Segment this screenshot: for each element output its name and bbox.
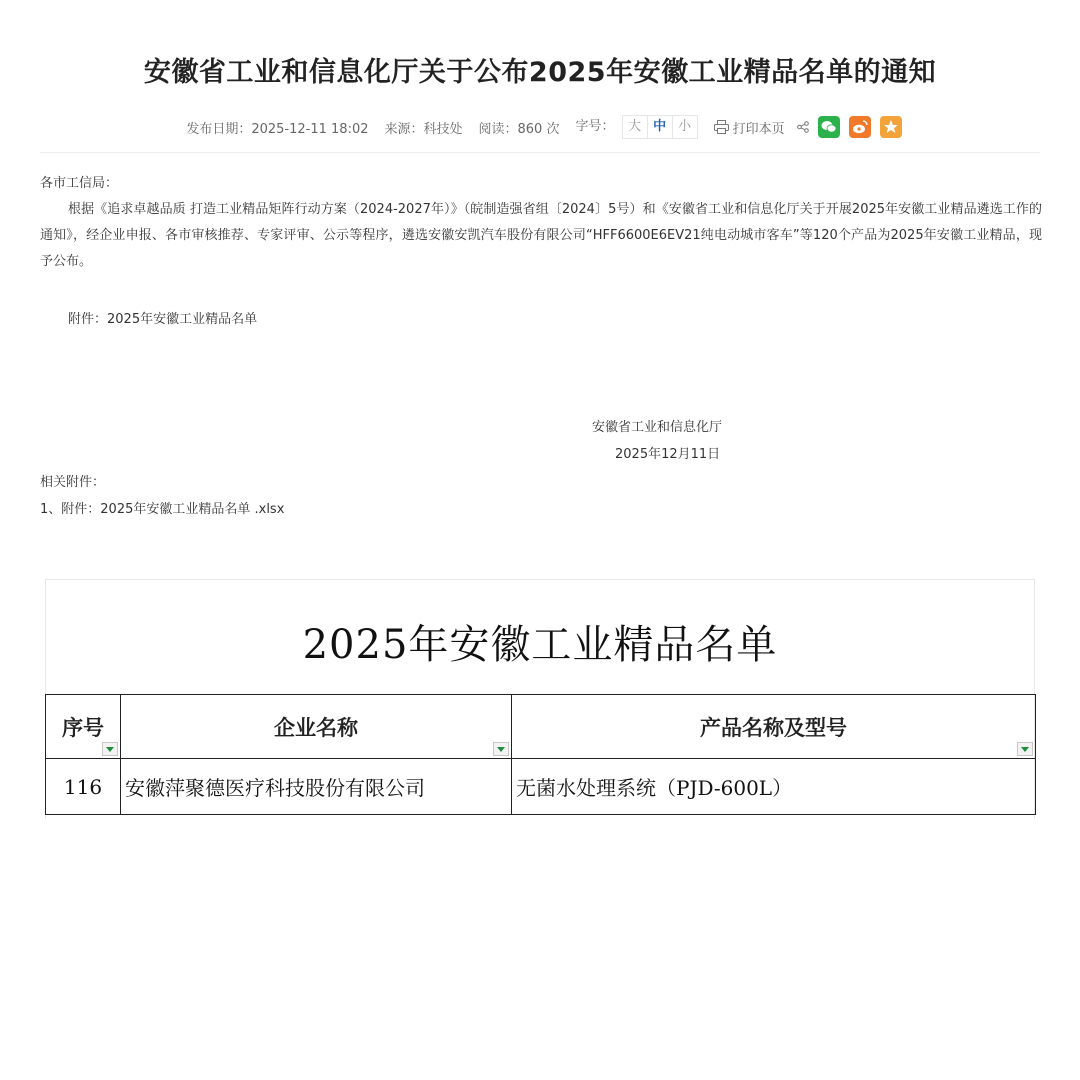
table-row [46,759,1036,815]
filter-dropdown-icon[interactable] [102,742,118,756]
filter-dropdown-icon[interactable] [1017,742,1033,756]
font-size-label: 字号： [575,119,615,134]
article-title: 安徽省工业和信息化厅关于公布2025年安徽工业精品名单的通知 [143,57,937,88]
font-size-small[interactable]: 小 [672,115,698,139]
wechat-icon[interactable] [818,116,840,138]
publish-date: 发布日期：2025-12-11 18:02 [186,121,369,137]
article-meta [0,115,1080,139]
print-button[interactable] [714,118,785,137]
product-list-table [45,694,1036,815]
related-attachments-label: 相关附件： [40,475,106,490]
weibo-icon[interactable] [849,116,871,138]
attachment-file-link[interactable]: 1、附件：2025年安徽工业精品名单 .xlsx [40,502,285,517]
header-divider [40,152,1040,153]
cell-index: 116 [46,759,121,815]
salutation: 各市工信局： [40,176,119,191]
share-icon [797,121,809,133]
share-bar [797,116,902,138]
cell-company: 安徽萍聚德医疗科技股份有限公司 [121,759,512,815]
header-index: 序号 [46,695,121,759]
sheet-title: 2025年安徽工业精品名单 [302,622,778,668]
font-size-medium[interactable]: 中 [647,115,673,139]
printer-icon [714,120,729,134]
font-size-control [575,115,697,139]
table-header-row [46,695,1036,759]
header-company: 企业名称 [121,695,512,759]
print-label: 打印本页 [732,121,785,137]
attachment-note: 附件：2025年安徽工业精品名单 [68,312,258,327]
attachment-link-item [40,497,1042,523]
filter-dropdown-icon[interactable] [493,742,509,756]
signature-org: 安徽省工业和信息化厅 [592,420,723,435]
font-size-large[interactable]: 大 [622,115,648,139]
read-count: 阅读：860 次 [478,121,560,137]
cell-product: 无菌水处理系统（PJD-600L） [512,759,1036,815]
favorite-icon[interactable] [880,116,902,138]
source: 来源：科技处 [384,121,463,137]
header-product: 产品名称及型号 [512,695,1036,759]
body-paragraph: 根据《追求卓越品质 打造工业精品矩阵行动方案（2024-2027年）》（皖制造强省组〔2024〕5号）和《安徽省工业和信息化厅关于开展2025年安徽工业精品遴选工作的通知》，经企业申报、各市审核推荐、专家评审、公示等程序，遴选安徽安凯汽车股份有限公司“HFF6600E6EV21纯电动城市客车”等120个产品为2025年安徽工业精品，现予公布。 [40,202,1042,269]
signature-date: 2025年12月11日 [615,447,721,462]
